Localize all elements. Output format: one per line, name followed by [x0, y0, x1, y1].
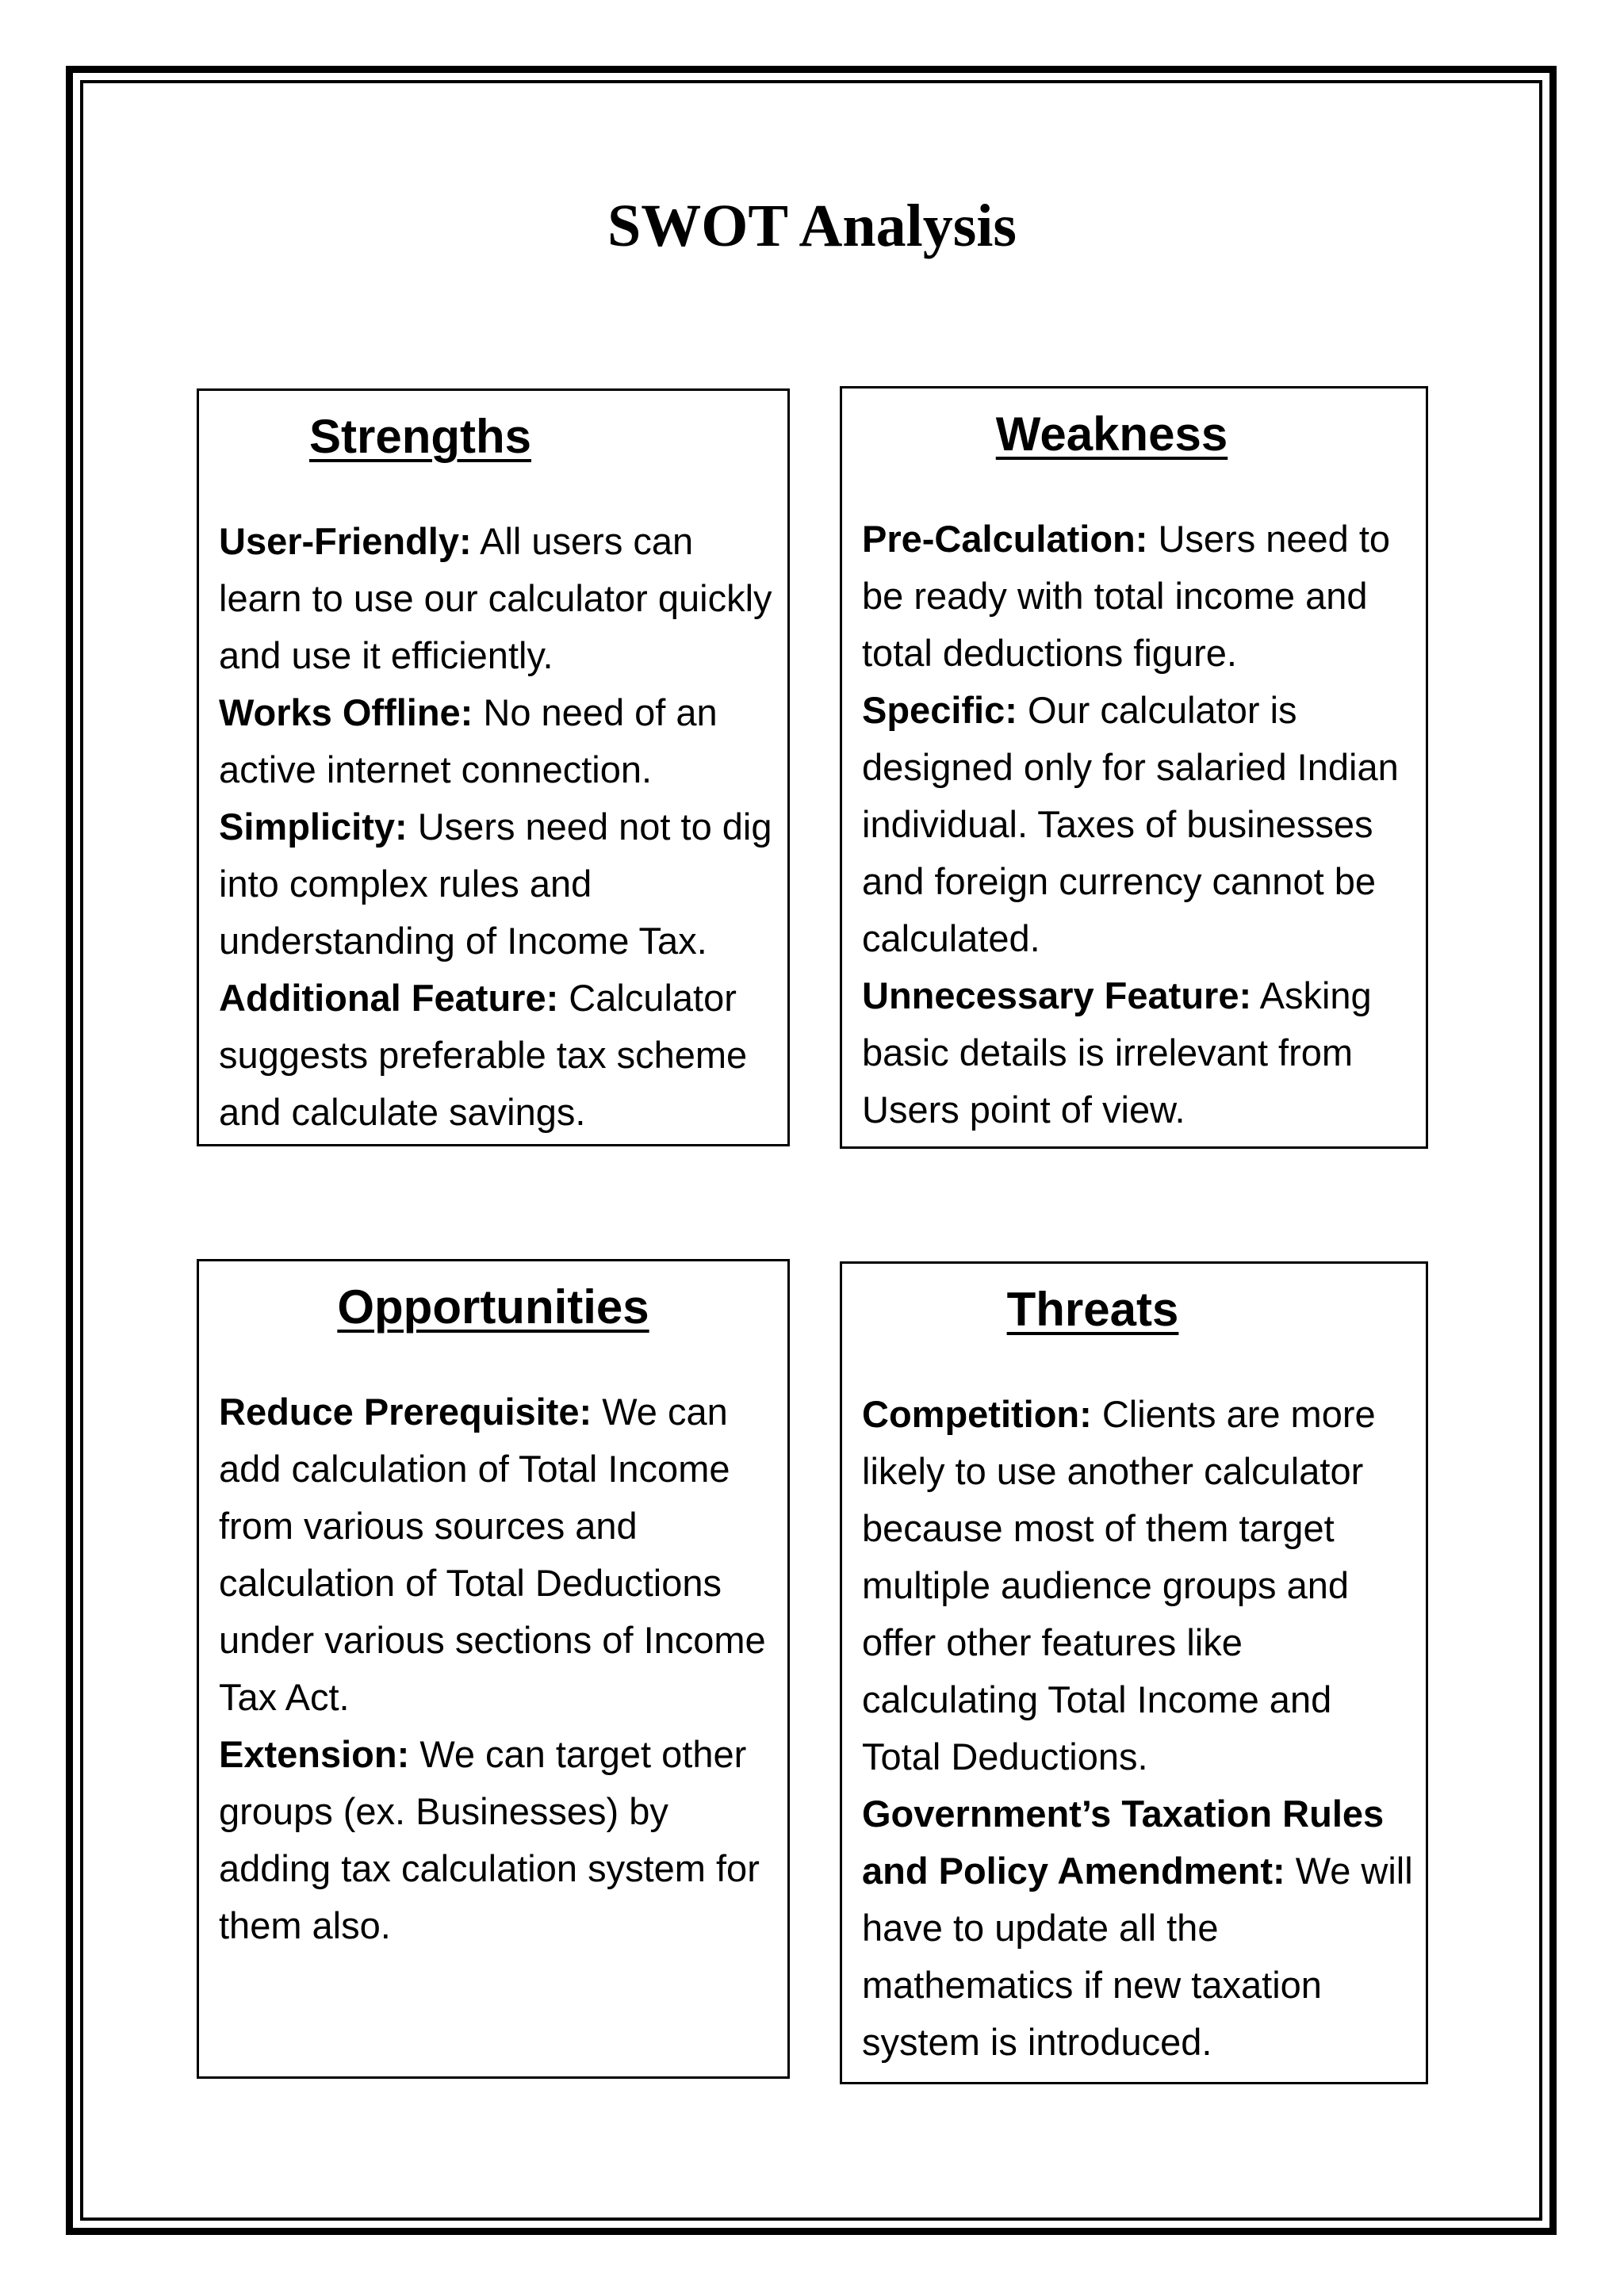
- weakness-item-label: Unnecessary Feature:: [862, 974, 1252, 1016]
- opportunities-box: [197, 1259, 790, 2079]
- strengths-item-label: Works Offline:: [219, 691, 473, 733]
- strengths-box: [197, 388, 790, 1146]
- weakness-heading: Weakness: [995, 408, 1228, 461]
- strengths-item-label: Additional Feature:: [219, 977, 559, 1019]
- weakness-body: [862, 511, 1418, 1138]
- weakness-item: [862, 682, 1418, 967]
- threats-box: [840, 1261, 1428, 2084]
- weakness-item: [862, 511, 1418, 682]
- weakness-item-label: Specific:: [862, 689, 1017, 731]
- opportunities-heading: Opportunities: [337, 1280, 649, 1334]
- opportunities-body: [219, 1383, 779, 1954]
- threats-item-text: We will have to update all the mathematics if new taxation system is introduced.: [862, 1850, 1413, 2063]
- weakness-item-label: Pre-Calculation:: [862, 518, 1148, 560]
- weakness-item-text: Users need to be ready with total income and total deductions figure.: [862, 518, 1391, 674]
- strengths-item-label: User-Friendly:: [219, 520, 472, 562]
- strengths-item: [219, 513, 779, 684]
- strengths-item: [219, 970, 779, 1141]
- strengths-item-text: Calculator suggests preferable tax scheme and calculate savings.: [219, 977, 748, 1133]
- strengths-heading: Strengths: [308, 410, 532, 463]
- threats-item-label: Government’s Taxation Rules and Policy Amendment:: [862, 1793, 1385, 1892]
- strengths-body: [219, 513, 779, 1141]
- threats-item-text: Clients are more likely to use another calculator because most of them target multiple audience groups and offer other features like calculating Total Income and Total Deductions.: [862, 1393, 1376, 1777]
- strengths-item: [219, 798, 779, 970]
- weakness-item: [862, 967, 1418, 1138]
- strengths-item-text: Users need not to dig into complex rules and understanding of Income Tax.: [219, 806, 772, 962]
- threats-item-label: Competition:: [862, 1393, 1092, 1435]
- opportunities-item: [219, 1383, 779, 1726]
- opportunities-item-text: We can add calculation of Total Income from various sources and calculation of Total Deductions under various sections of Income Tax Act.: [219, 1391, 766, 1718]
- threats-heading: Threats: [1006, 1283, 1179, 1336]
- strengths-item-label: Simplicity:: [219, 806, 408, 848]
- weakness-item-text: Asking basic details is irrelevant from Users point of view.: [862, 974, 1372, 1131]
- strengths-item: [219, 684, 779, 798]
- opportunities-item-label: Extension:: [219, 1733, 410, 1775]
- opportunities-item-text: We can target other groups (ex. Businesses) by adding tax calculation system for them also.: [219, 1733, 760, 1946]
- threats-item: [862, 1386, 1418, 1785]
- weakness-box: [840, 386, 1428, 1149]
- page-title: SWOT Analysis: [607, 193, 1017, 259]
- strengths-item-text: No need of an active internet connection.: [219, 691, 718, 790]
- opportunities-item: [219, 1726, 779, 1954]
- opportunities-item-label: Reduce Prerequisite:: [219, 1391, 592, 1433]
- strengths-item-text: All users can learn to use our calculator quickly and use it efficiently.: [219, 520, 772, 676]
- threats-item: [862, 1785, 1418, 2071]
- threats-body: [862, 1386, 1418, 2071]
- weakness-item-text: Our calculator is designed only for salaried Indian individual. Taxes of businesses and foreign currency cannot be calculated.: [862, 689, 1399, 959]
